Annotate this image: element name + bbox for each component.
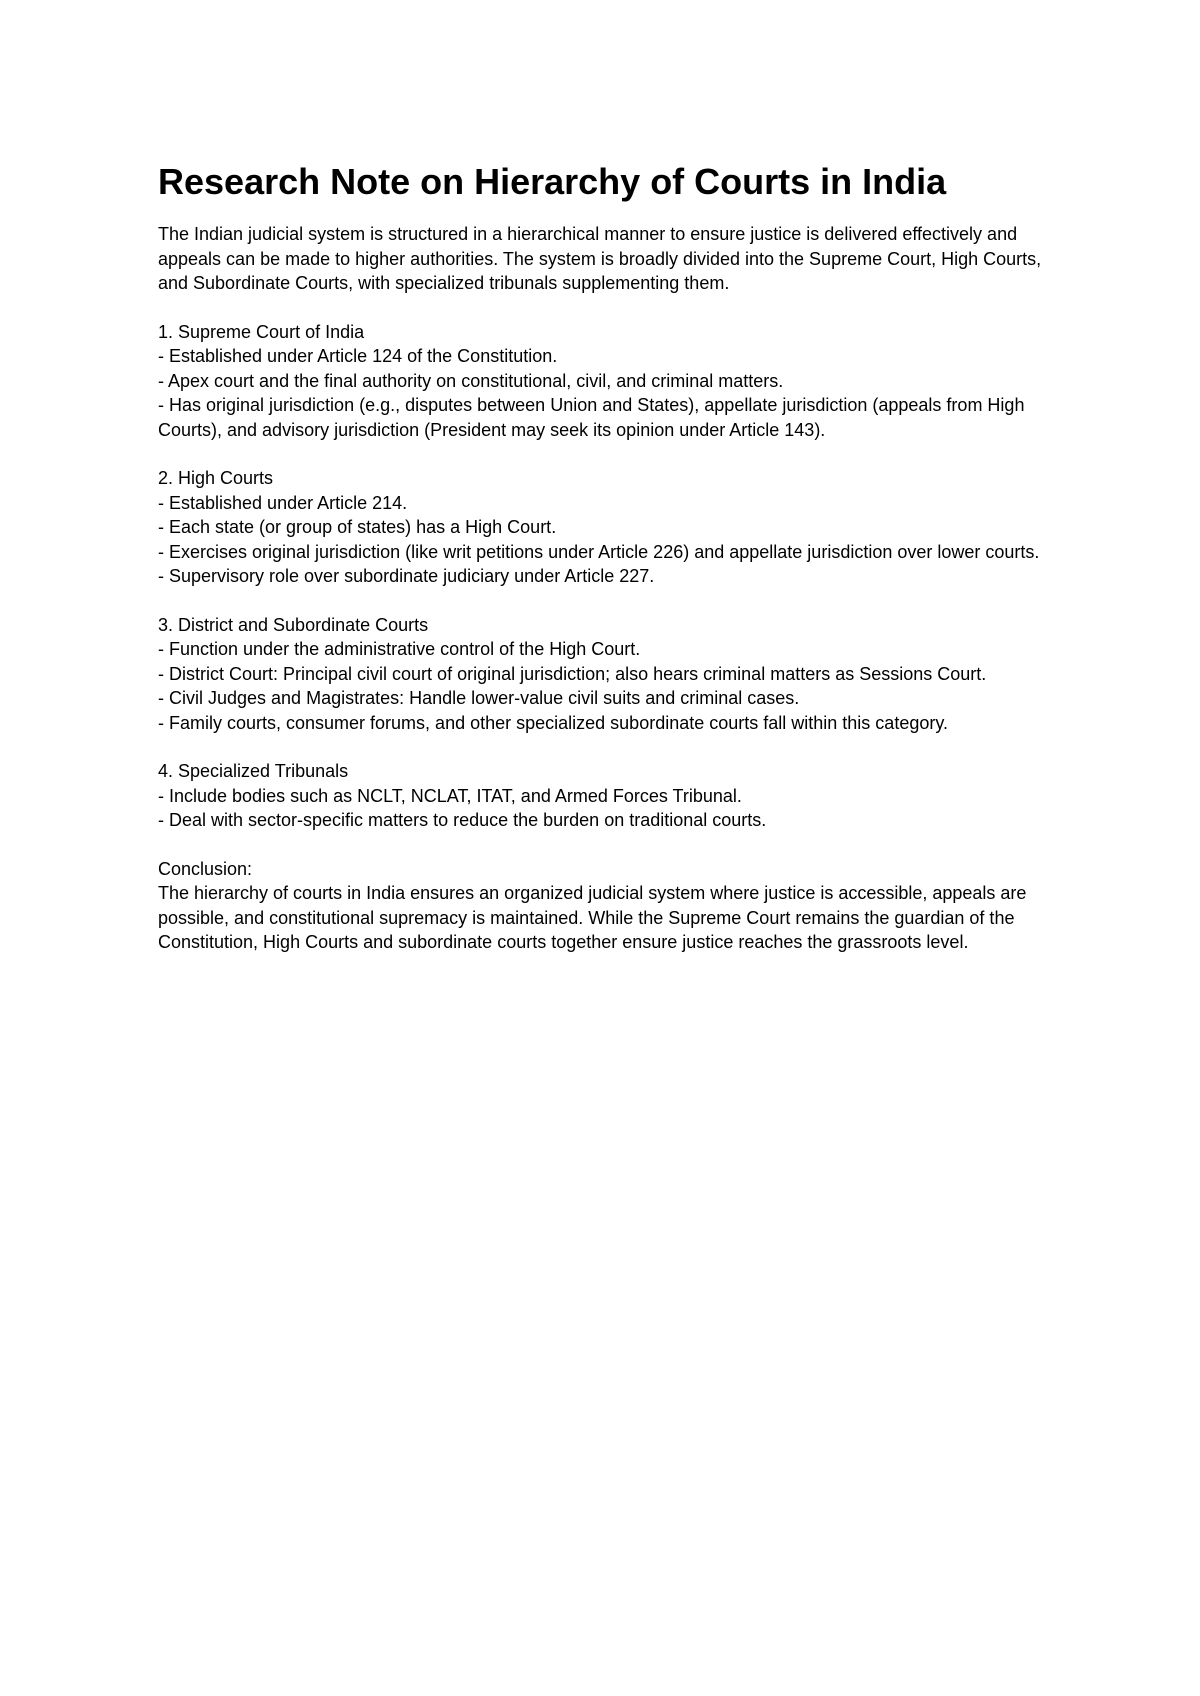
list-item: - Exercises original jurisdiction (like writ petitions under Article 226) and appellate jurisdiction over lower courts. bbox=[158, 541, 1040, 562]
intro-paragraph: The Indian judicial system is structured in a hierarchical manner to ensure justice is delivered effectively and appeals can be made to higher authorities. The system is broadly divided into the Supreme Court, High Courts, and Subordinate Courts, with specialized tribunals supplementing them. bbox=[158, 224, 1042, 293]
list-item: - Family courts, consumer forums, and other specialized subordinate courts fall within this category. bbox=[158, 712, 949, 733]
section-tribunals bbox=[158, 759, 1058, 833]
list-item: - Include bodies such as NCLT, NCLAT, ITAT, and Armed Forces Tribunal. bbox=[158, 785, 742, 806]
conclusion-heading: Conclusion: bbox=[158, 858, 253, 879]
list-item: - Established under Article 124 of the Constitution. bbox=[158, 346, 558, 366]
list-item: - Civil Judges and Magistrates: Handle lower-value civil suits and criminal cases. bbox=[158, 688, 800, 708]
list-item: - District Court: Principal civil court of original jurisdiction; also hears criminal matters as Sessions Court. bbox=[158, 663, 987, 684]
list-item: - Each state (or group of states) has a High Court. bbox=[158, 517, 557, 537]
section-supreme-court bbox=[158, 320, 1058, 443]
conclusion-paragraph: The hierarchy of courts in India ensures an organized judicial system where justice is accessible, appeals are possible, and constitutional supremacy is maintained. While the Supreme Court remains the guardian of the Constitution, High Courts and subordinate courts together ensure justice reaches the grassroots level. bbox=[158, 883, 1027, 952]
section-heading: 2. High Courts bbox=[158, 468, 274, 488]
section-heading: 4. Specialized Tribunals bbox=[158, 761, 349, 781]
section-heading: 3. District and Subordinate Courts bbox=[158, 614, 429, 635]
section-heading: 1. Supreme Court of India bbox=[158, 321, 365, 342]
section-district-courts bbox=[158, 613, 1058, 736]
section-conclusion bbox=[158, 857, 1058, 955]
page-title: Research Note on Hierarchy of Courts in India bbox=[158, 161, 947, 202]
list-item: - Established under Article 214. bbox=[158, 492, 408, 513]
list-item: - Apex court and the final authority on constitutional, civil, and criminal matters. bbox=[158, 370, 784, 391]
list-item: - Has original jurisdiction (e.g., disputes between Union and States), appellate jurisdiction (appeals from High Courts), and advisory jurisdiction (President may seek its opinion under Article 143). bbox=[158, 395, 1025, 440]
list-item: - Deal with sector-specific matters to reduce the burden on traditional courts. bbox=[158, 810, 767, 830]
list-item: - Supervisory role over subordinate judiciary under Article 227. bbox=[158, 566, 655, 586]
document-body bbox=[158, 160, 1058, 955]
section-high-courts bbox=[158, 466, 1058, 589]
list-item: - Function under the administrative control of the High Court. bbox=[158, 639, 641, 659]
